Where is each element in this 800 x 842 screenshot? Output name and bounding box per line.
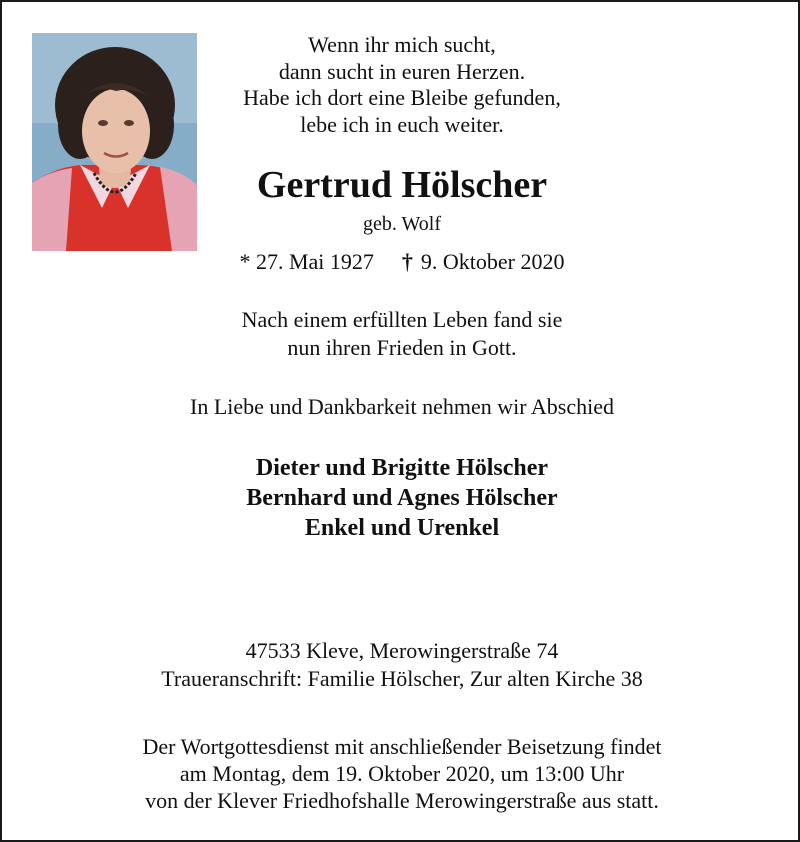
mourner-line: Bernhard und Agnes Hölscher [246,485,558,511]
mourner-line: Enkel und Urenkel [304,515,500,541]
poem [200,32,604,138]
address [2,637,800,693]
birth-date: * 27. Mai 1927 [239,249,374,274]
poem-line: dann sucht in euren Herzen. [278,58,526,84]
mourners-list [2,453,800,543]
service-line: am Montag, dem 19. Oktober 2020, um 13:00 Uhr [179,761,625,786]
portrait-illustration [32,33,197,251]
death-date: 9. Oktober 2020 [420,249,565,274]
portrait-photo-icon [32,33,197,251]
peace-line: nun ihren Frieden in Gott. [287,335,517,360]
service-info [2,733,800,814]
poem-line: lebe ich in euch weiter. [300,111,504,137]
mourner-line: Dieter und Brigitte Hölscher [255,455,549,481]
service-line: von der Klever Friedhofshalle Merowingerstraße aus statt. [145,788,659,813]
poem-line: Habe ich dort eine Bleibe gefunden, [243,85,561,110]
service-line: Der Wortgottesdienst mit anschließender Beisetzung findet [142,734,662,759]
poem-line: Wenn ihr mich sucht, [308,32,496,57]
cross-icon: † [401,249,413,274]
life-dates [200,248,604,276]
address-line: 47533 Kleve, Merowingerstraße 74 [245,638,559,663]
maiden-name: geb. Wolf [362,213,441,235]
peace-line: Nach einem erfüllten Leben fand sie [241,307,563,332]
peace-text [2,306,800,362]
address-line: Traueranschrift: Familie Hölscher, Zur alten Kirche 38 [161,666,643,691]
farewell-text: In Liebe und Dankbarkeit nehmen wir Abschied [190,394,614,419]
deceased-name: Gertrud Hölscher [256,164,548,206]
